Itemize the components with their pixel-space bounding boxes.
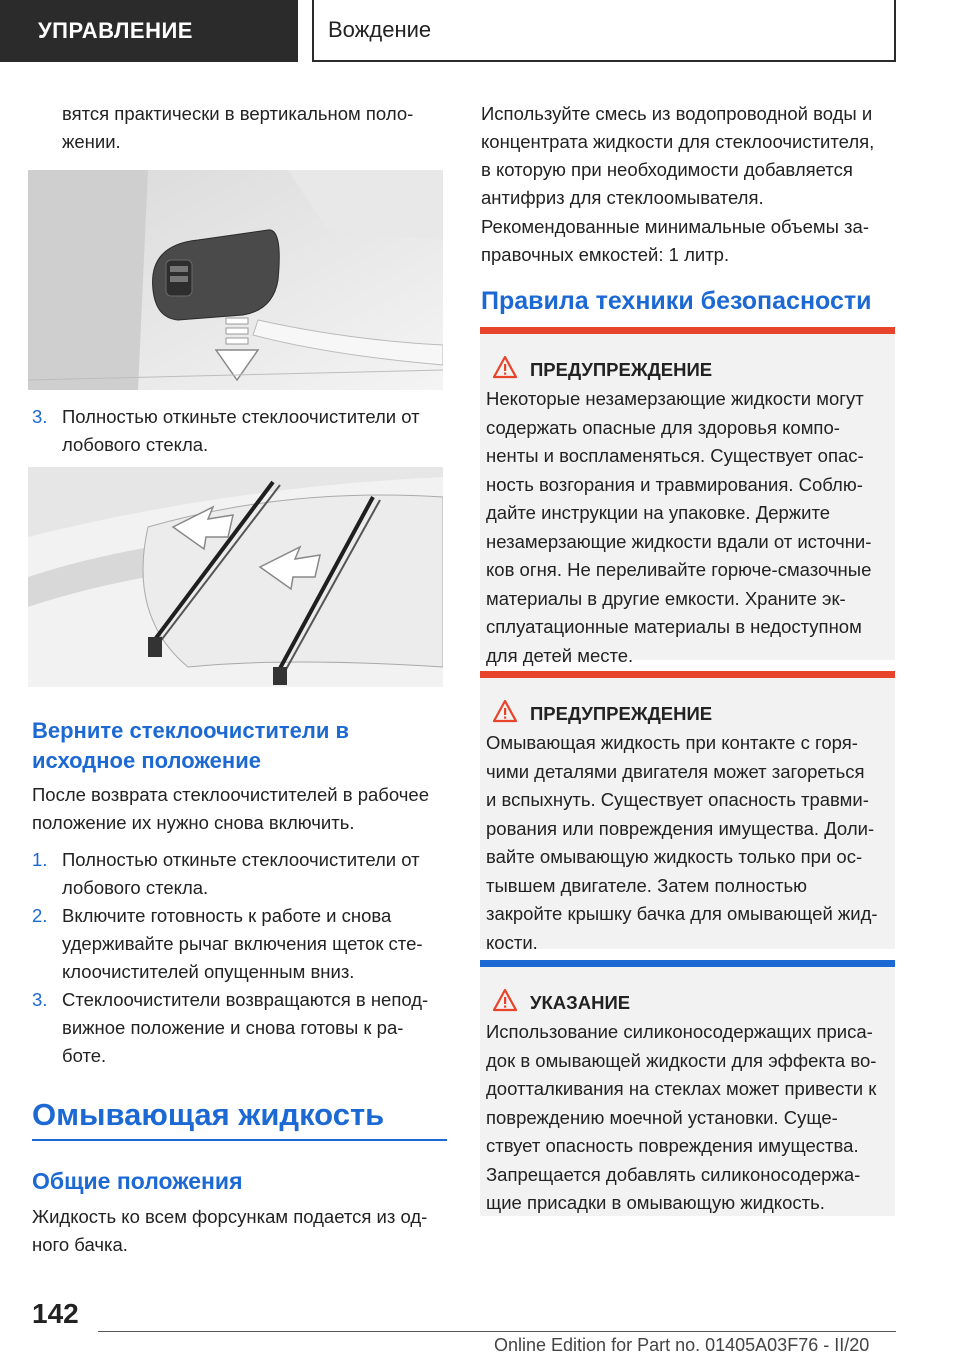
text-line: ствует опасность повреждения имущества. bbox=[486, 1135, 859, 1156]
mix-text bbox=[481, 100, 874, 212]
text-line: и вспыхнуть. Существует опасность травми- bbox=[486, 789, 869, 810]
step-number: 1. bbox=[32, 849, 48, 870]
text-line: содержать опасные для здоровья компо- bbox=[486, 416, 840, 438]
warning-box bbox=[480, 671, 895, 953]
text-line: щие присадки в омывающую жидкость. bbox=[486, 1192, 825, 1213]
text-line: ность возгорания и травмирования. Соблю- bbox=[486, 473, 863, 495]
text-line: После возврата стеклоочистителей в рабочее bbox=[32, 784, 429, 805]
heading-rule bbox=[32, 1139, 447, 1141]
text-line: тывшем двигателе. Затем полностью bbox=[486, 874, 807, 896]
step-text bbox=[62, 403, 420, 459]
text-line: вятся практически в вертикальном поло- bbox=[62, 103, 414, 124]
text-line: концентрата жидкости для стеклоочистителя, bbox=[481, 131, 875, 152]
notice-box bbox=[480, 960, 895, 1216]
general-heading: Общие положения bbox=[32, 1168, 243, 1194]
heading-line: Верните стеклоочистители в bbox=[32, 718, 350, 743]
text-line: удерживайте рычаг включения щеток сте- bbox=[62, 933, 423, 954]
text-line: Стеклоочистители возвращаются в непод- bbox=[62, 989, 429, 1010]
text-line: закройте крышку бачка для омывающей жид- bbox=[486, 903, 878, 924]
text-line: сплуатационные материалы в недоступном bbox=[486, 616, 862, 637]
wiper-lever-illustration bbox=[28, 170, 443, 390]
text-line: ков огня. Не переливайте горюче-смазочные bbox=[486, 559, 872, 580]
step-text bbox=[62, 986, 428, 1070]
warning-triangle-icon bbox=[492, 988, 518, 1012]
text-line: Запрещается добавлять силиконосодержа- bbox=[486, 1163, 861, 1185]
text-line: Полностью откиньте стеклоочистители от bbox=[62, 406, 420, 427]
step-number: 3. bbox=[32, 989, 48, 1010]
text-line: вижное положение и снова готовы к ра- bbox=[62, 1017, 404, 1038]
chapter-label: Вождение bbox=[328, 17, 432, 42]
text-line: вайте омывающую жидкость только при ос- bbox=[486, 846, 863, 867]
text-line: кости. bbox=[486, 931, 538, 953]
warning-text bbox=[486, 729, 894, 957]
notice-text bbox=[486, 1018, 894, 1218]
text-line: жении. bbox=[62, 131, 121, 152]
text-line: Полностью откиньте стеклоочистители от bbox=[62, 849, 420, 870]
volume-text bbox=[481, 213, 869, 269]
warning-bar bbox=[480, 671, 895, 678]
warning-title: ПРЕДУПРЕЖДЕНИЕ bbox=[530, 359, 713, 380]
notice-title: УКАЗАНИЕ bbox=[530, 992, 631, 1013]
warning-text bbox=[486, 385, 894, 670]
washer-fluid-heading: Омывающая жидкость bbox=[32, 1097, 385, 1132]
warning-title: ПРЕДУПРЕЖДЕНИЕ bbox=[530, 703, 713, 724]
text-line: лобового стекла. bbox=[62, 877, 209, 898]
text-line: незамерзающие жидкости вдали от источни- bbox=[486, 530, 872, 552]
text-line: Использование силиконосодержащих приса- bbox=[486, 1021, 873, 1042]
warning-triangle-icon bbox=[492, 355, 518, 379]
text-line: Омывающая жидкость при контакте с горя- bbox=[486, 732, 858, 753]
edition-text: Online Edition for Part no. 01405A03F76 - II/20 bbox=[494, 1335, 870, 1355]
step-text bbox=[62, 902, 423, 986]
text-line: Рекомендованные минимальные объемы за- bbox=[481, 216, 869, 237]
heading-line: исходное положение bbox=[32, 748, 261, 773]
general-text bbox=[32, 1203, 427, 1259]
footer-rule bbox=[98, 1331, 896, 1332]
text-line: ненты и воспламеняться. Существует опас- bbox=[486, 445, 864, 466]
text-line: повреждению моечной установки. Суще- bbox=[486, 1106, 838, 1128]
text-line: материалы в другие емкости. Храните эк- bbox=[486, 587, 846, 609]
text-line: в которую при необходимости добавляется bbox=[481, 159, 853, 180]
warning-triangle-icon bbox=[492, 699, 518, 723]
text-line: док в омывающей жидкости для эффекта во- bbox=[486, 1049, 877, 1071]
text-line: правочных емкостей: 1 литр. bbox=[481, 244, 730, 265]
text-line: ного бачка. bbox=[32, 1234, 128, 1255]
section-tab[interactable] bbox=[0, 0, 298, 62]
text-line: боте. bbox=[62, 1045, 107, 1066]
text-line: лобового стекла. bbox=[62, 434, 209, 455]
text-line: чими деталями двигателя может загореться bbox=[486, 760, 865, 782]
return-position-text bbox=[32, 781, 429, 837]
text-line: положение их нужно снова включить. bbox=[32, 812, 355, 833]
text-line: антифриз для стеклоомывателя. bbox=[481, 187, 764, 208]
safety-heading: Правила техники безопасности bbox=[481, 287, 872, 315]
step-number: 2. bbox=[32, 905, 48, 926]
intro-text bbox=[62, 100, 413, 156]
text-line: Используйте смесь из водопроводной воды и bbox=[481, 103, 873, 124]
return-position-heading bbox=[32, 716, 349, 776]
step-text bbox=[62, 846, 420, 902]
warning-box bbox=[480, 327, 895, 666]
page-number: 142 bbox=[32, 1298, 79, 1329]
warning-bar bbox=[480, 327, 895, 334]
text-line: клоочистителей опущенным вниз. bbox=[62, 961, 355, 982]
text-line: Жидкость ко всем форсункам подается из од- bbox=[32, 1206, 428, 1227]
text-line: Некоторые незамерзающие жидкости могут bbox=[486, 388, 864, 409]
text-line: дайте инструкции на упаковке. Держите bbox=[486, 502, 831, 523]
windshield-wipers-illustration bbox=[28, 467, 443, 687]
step-number: 3. bbox=[32, 406, 48, 427]
text-line: доотталкивания на стеклах может привести к bbox=[486, 1078, 877, 1099]
text-line: для детей месте. bbox=[486, 644, 634, 666]
chapter-tab[interactable] bbox=[312, 0, 896, 62]
notice-bar bbox=[480, 960, 895, 967]
text-line: Включите готовность к работе и снова bbox=[62, 905, 392, 926]
section-label: УПРАВЛЕНИЕ bbox=[38, 18, 193, 43]
text-line: рования или повреждения имущества. Доли- bbox=[486, 817, 875, 839]
